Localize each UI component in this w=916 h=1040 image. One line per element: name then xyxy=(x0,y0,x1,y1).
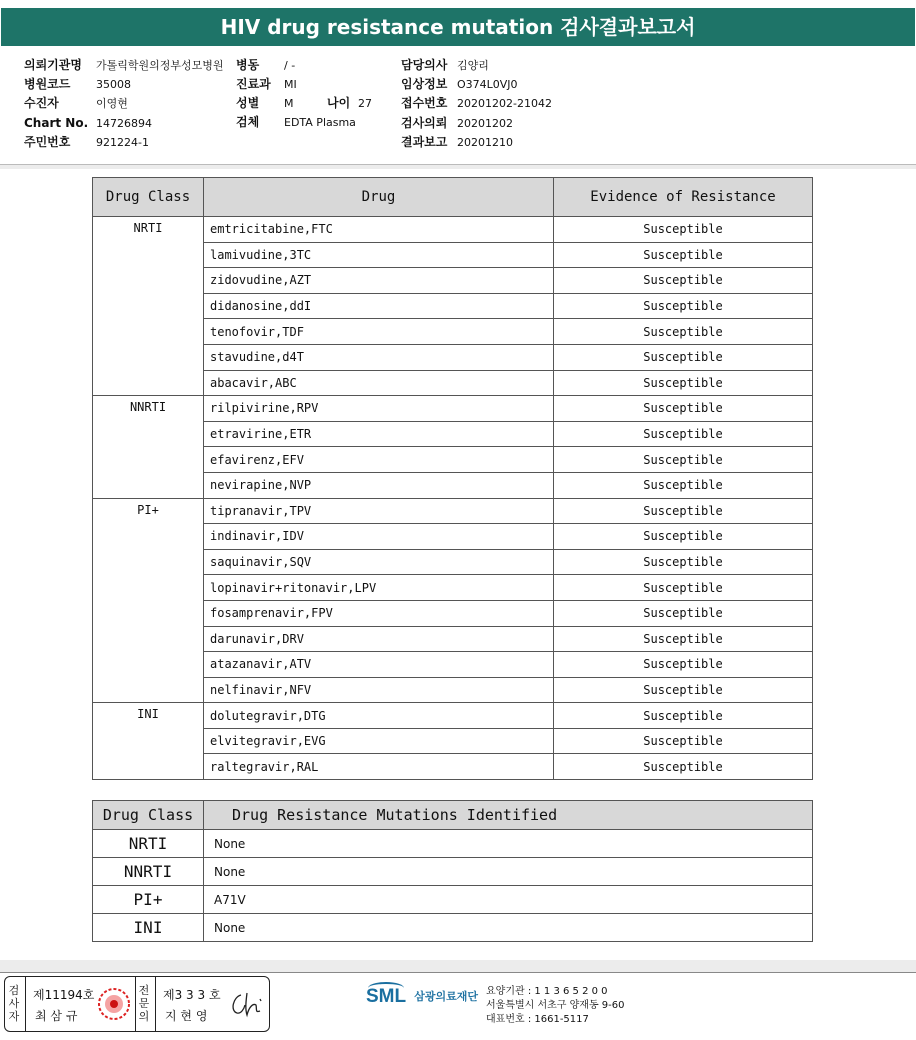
report-title: HIV drug resistance mutation 검사결과보고서 xyxy=(1,8,915,46)
examiner-label: 검사자 xyxy=(8,984,20,1023)
info-row xyxy=(24,56,224,75)
evidence-cell: Susceptible xyxy=(554,421,813,447)
mutation-cell: None xyxy=(204,858,813,886)
info-row xyxy=(401,56,552,75)
evidence-cell: Susceptible xyxy=(554,396,813,422)
info-label: 접수번호 xyxy=(401,96,448,110)
evidence-cell: Susceptible xyxy=(554,370,813,396)
col-header-drug: Drug xyxy=(204,178,554,217)
evidence-cell: Susceptible xyxy=(554,754,813,780)
info-label: 담당의사 xyxy=(401,58,448,72)
drug-cell: didanosine,ddI xyxy=(204,293,554,319)
footer-divider xyxy=(0,972,916,973)
info-value: 20201202-21042 xyxy=(457,97,552,110)
info-value: 김양리 xyxy=(457,59,489,72)
evidence-cell: Susceptible xyxy=(554,498,813,524)
institution-code: 요양기관 : 1 1 3 6 5 2 0 0 xyxy=(486,986,608,997)
mutation-cell: A71V xyxy=(204,886,813,914)
age-label: 나이 xyxy=(327,96,351,110)
info-label: Chart No. xyxy=(24,116,89,130)
age-value: 27 xyxy=(358,97,373,110)
info-row xyxy=(236,113,356,132)
info-row xyxy=(401,114,552,133)
drug-cell: stavudine,d4T xyxy=(204,344,554,370)
evidence-cell: Susceptible xyxy=(554,549,813,575)
evidence-cell: Susceptible xyxy=(554,217,813,243)
specialist-label: 전문의 xyxy=(138,984,150,1023)
table-row xyxy=(93,914,813,942)
info-label: 병원코드 xyxy=(24,77,71,91)
info-value: 921224-1 xyxy=(96,136,149,149)
drug-cell: raltegravir,RAL xyxy=(204,754,554,780)
info-label: 주민번호 xyxy=(24,135,71,149)
examiner-name: 최 삼 규 xyxy=(35,1009,78,1023)
drug-class-cell: NNRTI xyxy=(93,396,204,498)
drug-cell: fosamprenavir,FPV xyxy=(204,600,554,626)
drug-cell: indinavir,IDV xyxy=(204,524,554,550)
info-label: 검체 xyxy=(236,115,260,129)
org-name: 삼광의료재단 xyxy=(414,990,478,1003)
drug-cell: saquinavir,SQV xyxy=(204,549,554,575)
evidence-cell: Susceptible xyxy=(554,524,813,550)
mutation-cell: None xyxy=(204,914,813,942)
drug-cell: etravirine,ETR xyxy=(204,421,554,447)
address: 서울특별시 서초구 양재동 9-60 xyxy=(486,1000,625,1011)
evidence-cell: Susceptible xyxy=(554,575,813,601)
table-row xyxy=(93,886,813,914)
mutation-class-cell: PI+ xyxy=(93,886,204,914)
evidence-cell: Susceptible xyxy=(554,242,813,268)
info-label: 수진자 xyxy=(24,96,59,110)
info-row xyxy=(236,56,356,75)
drug-cell: emtricitabine,FTC xyxy=(204,217,554,243)
evidence-cell: Susceptible xyxy=(554,447,813,473)
col-header-mutations: Drug Resistance Mutations Identified xyxy=(204,801,813,830)
org-contact xyxy=(486,985,625,1027)
col-header-class: Drug Class xyxy=(93,801,204,830)
divider xyxy=(25,977,26,1031)
logo-mark: SML xyxy=(366,986,407,1007)
drug-cell: lopinavir+ritonavir,LPV xyxy=(204,575,554,601)
specialist-number: 제3 3 3 호 xyxy=(163,988,221,1002)
evidence-cell: Susceptible xyxy=(554,319,813,345)
info-label: 병동 xyxy=(236,58,260,72)
specialist-name: 지 현 영 xyxy=(165,1009,208,1023)
drug-cell: tipranavir,TPV xyxy=(204,498,554,524)
resistance-table xyxy=(92,177,813,780)
evidence-cell: Susceptible xyxy=(554,472,813,498)
sml-logo xyxy=(366,986,478,1008)
info-col-1 xyxy=(24,56,224,152)
info-label: 진료과 xyxy=(236,77,271,91)
col-header-drug-class: Drug Class xyxy=(93,178,204,217)
table-row xyxy=(93,498,813,524)
info-row xyxy=(24,114,224,133)
info-value: 20201210 xyxy=(457,136,513,149)
evidence-cell: Susceptible xyxy=(554,652,813,678)
signature-mark xyxy=(227,989,265,1023)
drug-cell: zidovudine,AZT xyxy=(204,268,554,294)
mutation-class-cell: NNRTI xyxy=(93,858,204,886)
info-label: 결과보고 xyxy=(401,135,448,149)
info-value: MI xyxy=(284,78,297,91)
info-value: O374L0VJ0 xyxy=(457,78,518,91)
evidence-cell: Susceptible xyxy=(554,268,813,294)
info-label: 의뢰기관명 xyxy=(24,58,82,72)
info-row xyxy=(401,75,552,94)
info-label: 검사의뢰 xyxy=(401,116,448,130)
evidence-cell: Susceptible xyxy=(554,344,813,370)
seal-stamp xyxy=(97,987,131,1025)
info-value: 이영현 xyxy=(96,97,128,110)
header-band xyxy=(0,165,916,169)
info-value: EDTA Plasma xyxy=(284,116,356,129)
evidence-cell: Susceptible xyxy=(554,677,813,703)
info-value: 20201202 xyxy=(457,117,513,130)
info-value: 가톨릭학원의정부성모병원 xyxy=(96,59,224,72)
divider xyxy=(135,977,136,1031)
logo-arc xyxy=(368,982,404,994)
drug-cell: darunavir,DRV xyxy=(204,626,554,652)
drug-cell: dolutegravir,DTG xyxy=(204,703,554,729)
table-row xyxy=(93,858,813,886)
drug-class-cell: INI xyxy=(93,703,204,780)
info-row xyxy=(401,133,552,152)
mutation-class-cell: INI xyxy=(93,914,204,942)
drug-cell: efavirenz,EFV xyxy=(204,447,554,473)
table-row xyxy=(93,703,813,729)
info-value: 35008 xyxy=(96,78,131,91)
evidence-cell: Susceptible xyxy=(554,728,813,754)
footer-band xyxy=(0,960,916,972)
drug-cell: nelfinavir,NFV xyxy=(204,677,554,703)
info-label: 성별 xyxy=(236,96,260,110)
drug-cell: rilpivirine,RPV xyxy=(204,396,554,422)
table-row xyxy=(93,396,813,422)
drug-cell: atazanavir,ATV xyxy=(204,652,554,678)
info-col-3 xyxy=(401,56,552,152)
evidence-cell: Susceptible xyxy=(554,626,813,652)
info-row xyxy=(24,94,224,113)
signature-box xyxy=(4,976,270,1032)
evidence-cell: Susceptible xyxy=(554,703,813,729)
info-row xyxy=(401,94,552,113)
mutation-class-cell: NRTI xyxy=(93,830,204,858)
info-row xyxy=(24,75,224,94)
age-field xyxy=(327,94,372,113)
info-label: 임상정보 xyxy=(401,77,448,91)
drug-cell: nevirapine,NVP xyxy=(204,472,554,498)
table-row xyxy=(93,217,813,243)
drug-cell: tenofovir,TDF xyxy=(204,319,554,345)
mutation-cell: None xyxy=(204,830,813,858)
mutation-table xyxy=(92,800,813,942)
evidence-cell: Susceptible xyxy=(554,600,813,626)
drug-class-cell: PI+ xyxy=(93,498,204,703)
divider xyxy=(155,977,156,1031)
drug-cell: abacavir,ABC xyxy=(204,370,554,396)
drug-cell: lamivudine,3TC xyxy=(204,242,554,268)
info-value: / - xyxy=(284,59,296,72)
col-header-evidence: Evidence of Resistance xyxy=(554,178,813,217)
info-value: 14726894 xyxy=(96,117,152,130)
table-row xyxy=(93,830,813,858)
examiner-number: 제11194호 xyxy=(33,988,95,1002)
drug-cell: elvitegravir,EVG xyxy=(204,728,554,754)
evidence-cell: Susceptible xyxy=(554,293,813,319)
info-row xyxy=(24,133,224,152)
phone: 대표번호 : 1661-5117 xyxy=(486,1014,589,1025)
info-value: M xyxy=(284,97,294,110)
drug-class-cell: NRTI xyxy=(93,217,204,396)
info-row xyxy=(236,75,356,94)
